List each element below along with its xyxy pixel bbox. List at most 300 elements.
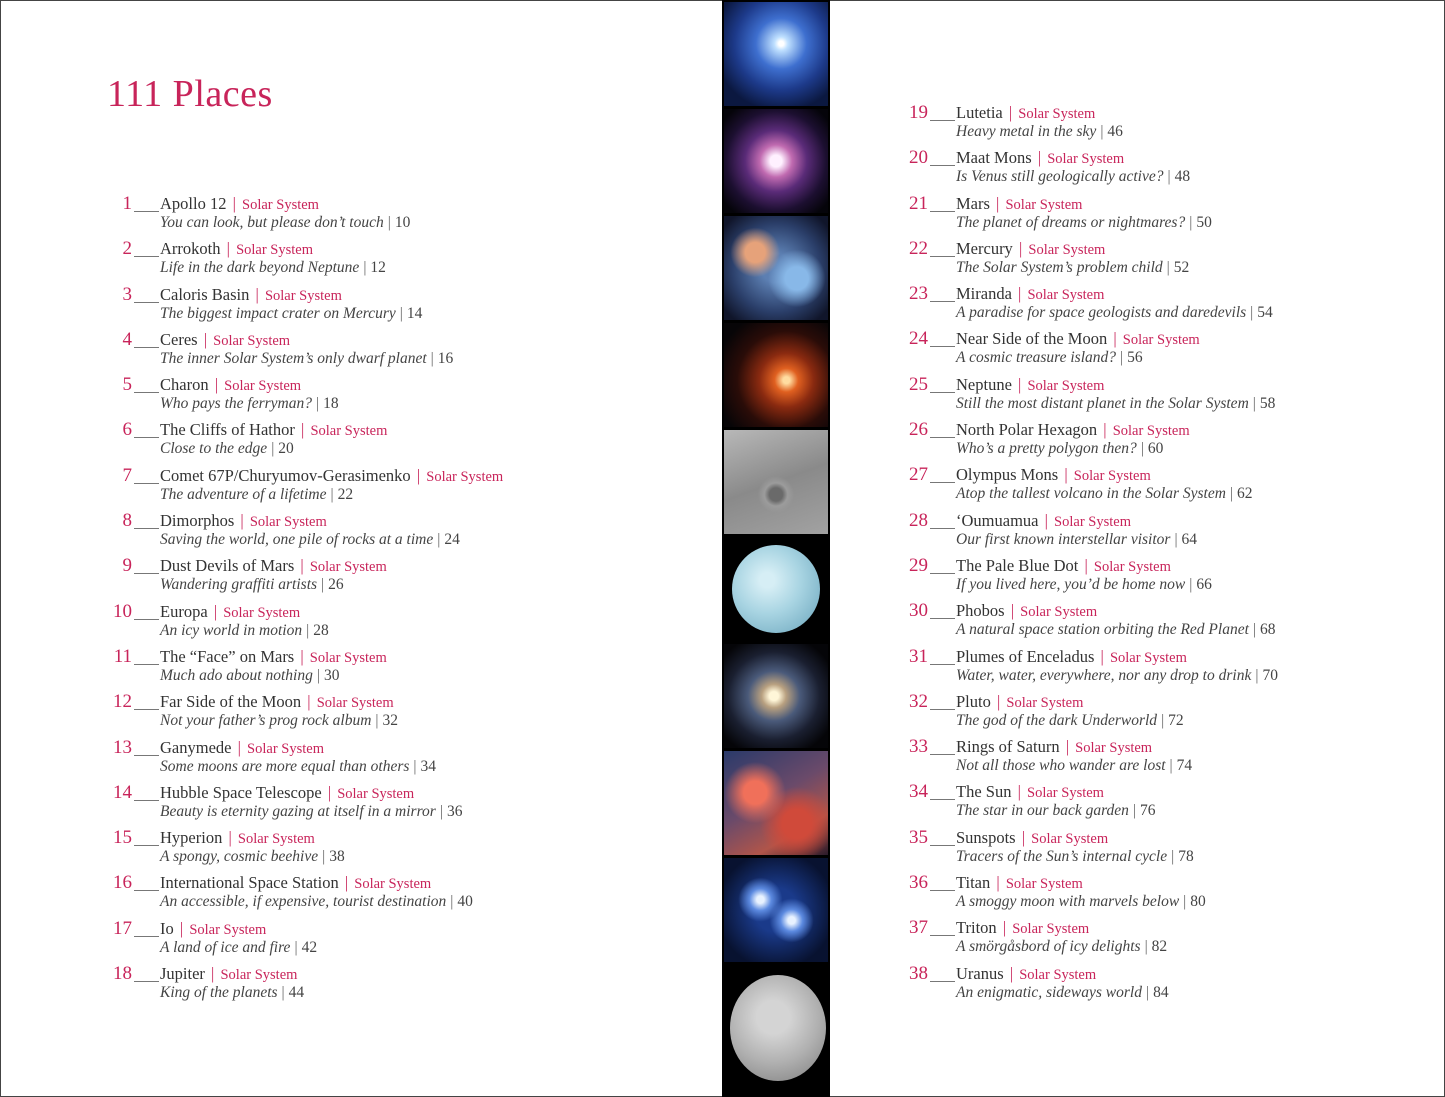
entry-name: Plumes of Enceladus	[956, 646, 1095, 666]
entry-page-number: 66	[1196, 575, 1212, 593]
entry-subline	[956, 802, 1156, 820]
entry-page-separator: |	[1144, 938, 1148, 956]
entry-separator: |	[213, 601, 218, 621]
entry-rule	[930, 346, 955, 347]
entry-name: Triton	[956, 918, 997, 938]
entry-page-separator: |	[1166, 258, 1170, 276]
entry-subline	[956, 214, 1212, 232]
entry-number: 4	[122, 328, 132, 350]
toc-entry[interactable]	[902, 781, 1262, 826]
toc-entry[interactable]	[106, 419, 466, 464]
entry-page-separator: |	[315, 395, 320, 413]
entry-category: Solar System	[224, 378, 302, 395]
entry-heading	[160, 738, 324, 758]
entry-category: Solar System	[213, 332, 291, 349]
entry-separator: |	[228, 828, 232, 848]
entry-page-number: 34	[420, 757, 437, 775]
entry-category: Solar System	[1005, 196, 1083, 213]
entry-page-separator: |	[321, 576, 325, 594]
entry-category: Solar System	[1027, 377, 1105, 394]
entry-name: Ceres	[160, 329, 198, 349]
entry-separator: |	[1021, 827, 1026, 847]
entry-subline	[956, 168, 1190, 186]
entry-page-separator: |	[399, 304, 403, 322]
entry-page-number: 82	[1151, 938, 1168, 956]
entry-number: 21	[909, 192, 928, 214]
entry-separator: |	[1103, 420, 1107, 440]
entry-rule	[134, 845, 159, 846]
entry-page-number: 16	[437, 349, 454, 367]
entry-category: Solar System	[1054, 513, 1131, 530]
toc-entry[interactable]	[106, 464, 504, 510]
entry-rule	[134, 709, 159, 710]
entry-rule	[930, 165, 955, 166]
entry-page-separator: |	[1171, 847, 1175, 865]
entry-heading	[160, 285, 342, 305]
entry-page-number: 20	[278, 440, 294, 458]
entry-number: 28	[909, 509, 928, 531]
entry-rule	[134, 256, 159, 257]
entry-page-separator: |	[294, 938, 298, 956]
entry-page-separator: |	[1252, 394, 1256, 412]
entry-separator: |	[307, 692, 311, 712]
toc-entry[interactable]	[902, 464, 1262, 509]
entry-name: Ganymede	[160, 737, 232, 757]
entry-subtitle: Who’s a pretty polygon then?	[956, 440, 1137, 458]
toc-entry[interactable]	[902, 645, 1278, 691]
entry-heading	[160, 420, 387, 440]
entry-heading	[956, 737, 1152, 757]
entry-rule	[930, 754, 955, 755]
entry-subtitle: Beauty is eternity gazing at itself in a mirror	[160, 802, 436, 820]
entry-rule	[930, 799, 955, 800]
entry-page-number: 12	[370, 259, 386, 277]
entry-separator: |	[1100, 646, 1104, 666]
entry-number: 31	[909, 645, 928, 667]
entry-name: Near Side of the Moon	[956, 329, 1108, 349]
entry-page-number: 40	[457, 893, 473, 911]
entry-separator: |	[240, 511, 244, 531]
page-title: 111 Places	[107, 73, 273, 115]
entry-separator: |	[1018, 238, 1023, 258]
entry-number: 30	[909, 600, 928, 622]
entry-category: Solar System	[1073, 468, 1151, 485]
entry-subtitle: Life in the dark beyond Neptune	[160, 259, 360, 277]
entry-category: Solar System	[1005, 876, 1083, 893]
entry-separator: |	[1017, 782, 1021, 802]
crater-image	[724, 430, 828, 534]
entry-page-separator: |	[316, 666, 320, 684]
entry-page-separator: |	[363, 259, 367, 277]
entry-number: 19	[909, 102, 928, 123]
entry-separator: |	[996, 691, 1001, 711]
entry-separator: |	[226, 239, 230, 259]
entry-heading	[956, 329, 1200, 349]
entry-separator: |	[1064, 465, 1068, 485]
entry-rule	[134, 890, 159, 891]
toc-entry[interactable]	[106, 963, 466, 1008]
entry-page-separator: |	[1252, 621, 1257, 639]
entry-page-separator: |	[1250, 304, 1254, 322]
entry-subtitle: Is Venus still geologically active?	[956, 168, 1164, 186]
entry-subline	[956, 259, 1189, 277]
entry-subline	[160, 486, 353, 504]
entry-heading	[160, 919, 266, 939]
toc-entry[interactable]	[902, 691, 1262, 736]
toc-right-column	[902, 102, 1278, 1008]
entry-heading	[956, 601, 1097, 621]
entry-name: Mercury	[956, 238, 1013, 258]
entry-name: Dust Devils of Mars	[160, 556, 295, 576]
entry-name: Charon	[160, 375, 209, 395]
entry-heading	[956, 782, 1104, 802]
entry-rule	[134, 573, 159, 574]
moon-image	[724, 965, 828, 1095]
entry-subline	[160, 984, 304, 1002]
entry-subtitle: Who pays the ferryman?	[160, 395, 312, 413]
entry-page-number: 58	[1259, 394, 1276, 412]
entry-separator: |	[1010, 601, 1015, 621]
entry-separator: |	[416, 465, 421, 485]
entry-separator: |	[1018, 374, 1022, 394]
entry-number: 22	[909, 237, 928, 259]
crab-nebula-image	[724, 216, 828, 320]
entry-name: Uranus	[956, 963, 1004, 983]
toc-entry[interactable]	[106, 782, 466, 827]
toc-entry[interactable]	[902, 238, 1262, 283]
entry-name: ‘Oumuamua	[956, 510, 1039, 530]
entry-heading	[956, 873, 1083, 893]
entry-name: Dimorphos	[160, 511, 235, 531]
entry-subtitle: Close to the edge	[160, 440, 268, 458]
toc-entry[interactable]	[106, 510, 466, 555]
toc-entry[interactable]	[902, 827, 1262, 872]
toc-entry[interactable]	[106, 737, 466, 782]
entry-number: 33	[909, 736, 928, 758]
entry-heading	[956, 964, 1096, 984]
entry-rule	[134, 800, 159, 801]
entry-number: 14	[113, 781, 132, 803]
entry-page-separator: |	[1120, 349, 1124, 367]
toc-entry[interactable]	[902, 283, 1273, 328]
entry-heading	[160, 466, 503, 486]
entry-page-number: 30	[323, 666, 340, 684]
entry-rule	[930, 573, 955, 574]
entry-separator: |	[996, 873, 1000, 893]
entry-subtitle: Not your father’s prog rock album	[160, 712, 372, 730]
entry-page-number: 32	[382, 712, 399, 730]
entry-separator: |	[1065, 737, 1070, 757]
entry-page-separator: |	[430, 349, 434, 367]
entry-number: 36	[909, 872, 928, 894]
toc-entry[interactable]	[902, 147, 1262, 192]
entry-name: The “Face” on Mars	[160, 646, 295, 666]
entry-subline	[956, 848, 1194, 866]
entry-page-number: 62	[1237, 485, 1253, 503]
toc-entry[interactable]	[902, 510, 1262, 555]
entry-number: 38	[909, 962, 928, 984]
entry-name: Europa	[160, 601, 208, 621]
entry-category: Solar System	[309, 649, 387, 666]
entry-subtitle: If you lived here, you’d be home now	[956, 575, 1186, 593]
toc-entry[interactable]	[106, 238, 466, 283]
entry-name: Sunspots	[956, 827, 1016, 847]
entry-heading	[160, 692, 394, 712]
entry-name: Pluto	[956, 691, 991, 711]
entry-subtitle: A spongy, cosmic beehive	[160, 848, 319, 866]
entry-subtitle: Our first known interstellar visitor	[956, 530, 1171, 548]
toc-entry[interactable]	[902, 193, 1262, 238]
entry-number: 34	[909, 781, 928, 803]
entry-rule	[134, 392, 159, 393]
entry-subtitle: King of the planets	[160, 984, 278, 1002]
entry-category: Solar System	[247, 740, 324, 757]
entry-subtitle: You can look, but please don’t touch	[160, 214, 384, 231]
entry-page-number: 76	[1140, 802, 1156, 820]
entry-number: 27	[909, 464, 928, 486]
entry-subline	[160, 803, 462, 821]
entry-subtitle: The biggest impact crater on Mercury	[160, 304, 396, 322]
entry-category: Solar System	[1109, 649, 1187, 666]
toc-entry[interactable]	[106, 329, 466, 374]
entry-heading	[160, 375, 301, 395]
entry-rule	[134, 664, 159, 665]
entry-name: Io	[160, 918, 174, 938]
entry-page-number: 22	[337, 485, 354, 503]
entry-subline	[160, 259, 386, 277]
toc-entry[interactable]	[902, 328, 1262, 373]
entry-category: Solar System	[237, 831, 315, 848]
entry-name: Neptune	[956, 374, 1012, 394]
entry-rule	[134, 302, 159, 303]
entry-rule	[930, 981, 955, 982]
entry-subline	[956, 984, 1169, 1002]
entry-number: 32	[909, 690, 928, 712]
entry-subtitle: Water, water, everywhere, nor any drop to drink	[956, 666, 1252, 684]
entry-rule	[134, 347, 159, 348]
entry-page-number: 42	[301, 938, 318, 956]
toc-entry[interactable]	[106, 827, 466, 872]
entry-category: Solar System	[309, 559, 387, 576]
entry-page-separator: |	[322, 848, 326, 866]
entry-page-separator: |	[1183, 893, 1187, 911]
entry-subtitle: Wandering graffiti artists	[160, 576, 318, 594]
entry-page-separator: |	[1161, 711, 1165, 729]
entry-subtitle: An icy world in motion	[160, 621, 303, 639]
entry-number: 35	[909, 826, 928, 848]
entry-name: Mars	[956, 193, 990, 213]
entry-number: 15	[113, 827, 132, 849]
toc-entry[interactable]	[106, 691, 466, 736]
entry-subline	[160, 214, 410, 232]
entry-subline	[956, 757, 1192, 775]
toc-entry[interactable]	[902, 555, 1262, 600]
entry-heading	[956, 103, 1095, 123]
entry-separator: |	[344, 873, 349, 893]
entry-subline	[160, 848, 345, 866]
entry-category: Solar System	[264, 287, 342, 304]
entry-subline	[160, 893, 473, 911]
toc-entry[interactable]	[106, 193, 466, 238]
entry-page-number: 50	[1196, 213, 1212, 231]
toc-entry[interactable]	[902, 917, 1262, 962]
entry-separator: |	[300, 646, 304, 666]
entry-rule	[930, 301, 955, 302]
entry-category: Solar System	[1031, 830, 1109, 847]
entry-subtitle: A paradise for space geologists and daredevils	[956, 304, 1247, 322]
toc-entry[interactable]	[106, 918, 466, 963]
entry-separator: |	[1008, 103, 1013, 122]
entry-page-number: 44	[288, 984, 305, 1002]
toc-entry[interactable]	[106, 601, 466, 646]
entry-subline	[160, 939, 317, 957]
entry-heading	[956, 918, 1089, 938]
entry-name: Jupiter	[160, 964, 205, 984]
entry-subtitle: Much ado about nothing	[160, 666, 313, 684]
entry-page-number: 74	[1176, 757, 1193, 775]
entry-number: 9	[122, 555, 132, 577]
entry-category: Solar System	[242, 197, 319, 213]
entry-heading	[160, 647, 387, 667]
entry-separator: |	[255, 284, 259, 304]
entry-subtitle: A smoggy moon with marvels below	[956, 893, 1180, 911]
entry-subtitle: The inner Solar System’s only dwarf planet	[160, 349, 427, 367]
entry-category: Solar System	[1122, 332, 1200, 349]
entry-subline	[160, 305, 422, 323]
entry-heading	[956, 465, 1151, 485]
entry-category: Solar System	[1093, 558, 1171, 575]
entry-rule	[134, 936, 159, 937]
entry-page-number: 10	[394, 214, 411, 231]
entry-category: Solar System	[1027, 785, 1104, 802]
entry-number: 10	[113, 600, 132, 622]
entry-subtitle: The Solar System’s problem child	[956, 258, 1163, 276]
entry-name: International Space Station	[160, 873, 339, 893]
entry-separator: |	[1002, 918, 1007, 938]
star-cluster-image	[724, 858, 828, 962]
toc-entry[interactable]	[902, 419, 1262, 464]
entry-rule	[134, 211, 159, 212]
entry-separator: |	[1037, 148, 1042, 168]
toc-entry[interactable]	[106, 646, 466, 691]
entry-rule	[930, 482, 955, 483]
entry-name: The Pale Blue Dot	[956, 555, 1079, 575]
entry-page-number: 38	[329, 848, 345, 866]
entry-category: Solar System	[310, 423, 388, 440]
entry-name: Hubble Space Telescope	[160, 782, 322, 802]
entry-heading	[956, 556, 1171, 576]
entry-category: Solar System	[223, 604, 301, 621]
entry-page-separator: |	[439, 802, 443, 820]
entry-rule	[930, 120, 955, 121]
entry-heading	[160, 602, 300, 622]
entry-rule	[134, 437, 159, 438]
entry-rule	[134, 755, 159, 756]
entry-page-separator: |	[413, 757, 417, 775]
entry-subtitle: An accessible, if expensive, tourist destination	[160, 893, 447, 911]
entry-separator: |	[1044, 510, 1048, 530]
entry-number: 26	[909, 419, 928, 441]
entry-page-separator: |	[1189, 575, 1193, 593]
entry-subline	[956, 395, 1275, 413]
entry-subline	[956, 576, 1212, 594]
entry-name: The Sun	[956, 782, 1012, 802]
toc-entry[interactable]	[902, 963, 1262, 1008]
entry-number: 11	[113, 645, 132, 667]
entry-name: Hyperion	[160, 828, 223, 848]
entry-heading	[160, 194, 319, 214]
entry-rule	[134, 528, 159, 529]
entry-rule	[134, 619, 159, 620]
entry-category: Solar System	[1012, 921, 1090, 938]
blue-nebula-image	[724, 2, 828, 106]
toc-entry[interactable]	[902, 872, 1262, 917]
entry-number: 23	[909, 283, 928, 305]
toc-left-column	[106, 193, 504, 1008]
entry-rule	[134, 483, 159, 484]
entry-page-separator: |	[1132, 802, 1137, 820]
entry-subtitle: Saving the world, one pile of rocks at a time	[160, 531, 434, 549]
entry-name: Lutetia	[956, 103, 1003, 122]
entry-subtitle: The star in our back garden	[956, 802, 1129, 820]
entry-separator: |	[327, 782, 332, 802]
toc-entry[interactable]	[902, 102, 1262, 147]
toc-entry[interactable]	[902, 736, 1262, 781]
entry-category: Solar System	[1028, 241, 1106, 258]
entry-heading	[956, 375, 1104, 395]
entry-separator: |	[301, 420, 305, 440]
entry-number: 8	[122, 510, 132, 532]
entry-number: 12	[113, 691, 132, 713]
toc-entry[interactable]	[106, 555, 466, 600]
entry-heading	[956, 194, 1082, 214]
entry-separator: |	[300, 556, 304, 576]
entry-subtitle: Still the most distant planet in the Solar System	[956, 394, 1249, 412]
entry-category: Solar System	[337, 785, 415, 802]
entry-subtitle: The god of the dark Underworld	[956, 711, 1158, 729]
entry-subtitle: A land of ice and fire	[160, 938, 291, 956]
toc-entry[interactable]	[106, 284, 466, 329]
entry-page-separator: |	[1140, 440, 1144, 458]
planetary-nebula-image	[724, 109, 828, 213]
entry-category: Solar System	[426, 468, 504, 485]
toc-entry[interactable]	[902, 373, 1276, 419]
entry-heading	[160, 873, 431, 893]
entry-number: 6	[122, 419, 132, 441]
red-galaxy-image	[724, 323, 828, 427]
toc-entry[interactable]	[106, 872, 473, 917]
entry-page-number: 80	[1190, 893, 1206, 911]
entry-page-number: 48	[1174, 168, 1191, 186]
entry-page-separator: |	[330, 485, 334, 503]
entry-page-number: 70	[1262, 666, 1278, 684]
entry-number: 37	[909, 917, 928, 939]
toc-entry[interactable]	[106, 374, 466, 419]
entry-separator: |	[203, 329, 208, 349]
toc-entry[interactable]	[902, 600, 1276, 645]
entry-category: Solar System	[1027, 287, 1105, 304]
entry-heading	[160, 828, 315, 848]
entry-separator: |	[232, 194, 236, 213]
entry-page-separator: |	[375, 712, 379, 730]
entry-rule	[930, 845, 955, 846]
entry-rule	[930, 256, 955, 257]
entry-name: Apollo 12	[160, 194, 227, 213]
entry-number: 5	[122, 374, 132, 396]
entry-category: Solar System	[220, 967, 298, 984]
entry-subline	[956, 531, 1197, 549]
entry-page-separator: |	[450, 893, 454, 911]
